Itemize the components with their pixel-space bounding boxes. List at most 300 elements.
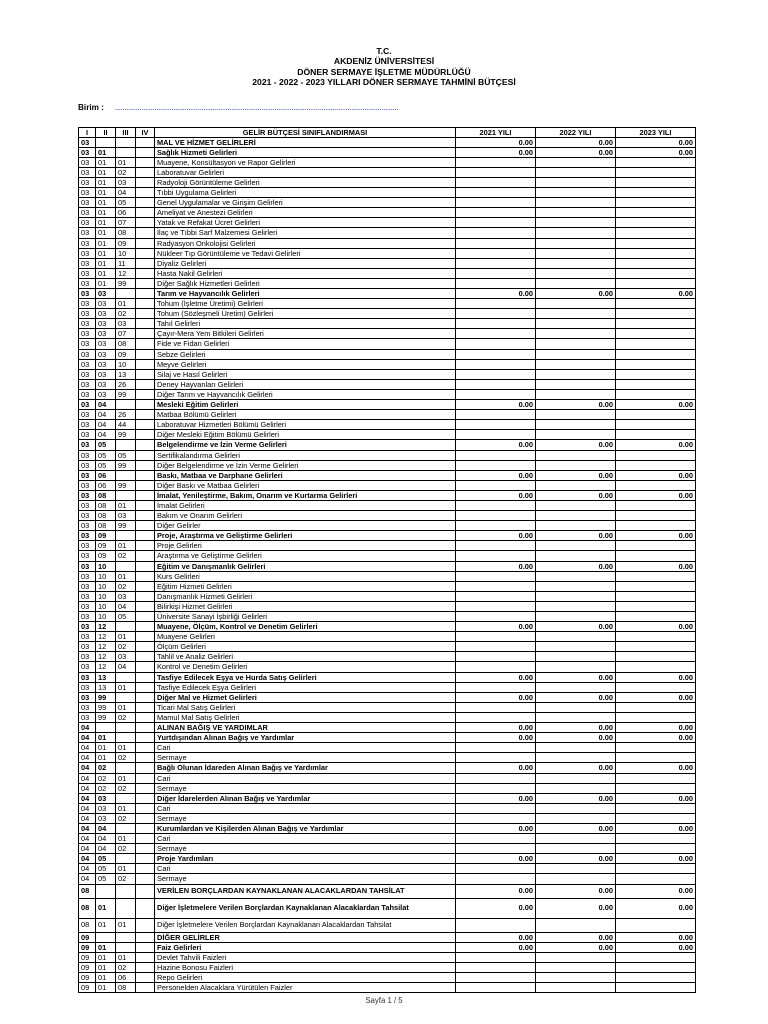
code-iii-cell bbox=[116, 672, 136, 682]
code-ii-cell: 01 bbox=[96, 743, 116, 753]
code-iv-cell bbox=[136, 511, 155, 521]
code-iii-cell: 02 bbox=[116, 813, 136, 823]
classification-cell: Hazine Bonosu Faizleri bbox=[155, 962, 456, 972]
code-ii-cell: 10 bbox=[96, 591, 116, 601]
value-2021-cell bbox=[456, 702, 536, 712]
code-iii-cell: 02 bbox=[116, 753, 136, 763]
value-2023-cell bbox=[616, 864, 696, 874]
code-i-cell: 04 bbox=[79, 864, 96, 874]
code-iii-cell bbox=[116, 793, 136, 803]
value-2022-cell bbox=[536, 309, 616, 319]
value-2021-cell bbox=[456, 329, 536, 339]
value-2023-cell bbox=[616, 299, 696, 309]
code-iii-cell: 06 bbox=[116, 972, 136, 982]
code-i-cell: 03 bbox=[79, 400, 96, 410]
document-header bbox=[0, 46, 768, 87]
code-iii-cell: 06 bbox=[116, 208, 136, 218]
code-iii-cell: 01 bbox=[116, 157, 136, 167]
code-ii-cell: 01 bbox=[96, 983, 116, 993]
code-ii-cell: 99 bbox=[96, 692, 116, 702]
code-ii-cell: 04 bbox=[96, 410, 116, 420]
value-2021-cell bbox=[456, 500, 536, 510]
code-i-cell: 04 bbox=[79, 834, 96, 844]
value-2022-cell bbox=[536, 460, 616, 470]
table-row bbox=[79, 379, 696, 389]
code-iv-cell bbox=[136, 400, 155, 410]
code-iii-cell: 04 bbox=[116, 662, 136, 672]
code-iii-cell: 11 bbox=[116, 258, 136, 268]
code-i-cell: 03 bbox=[79, 601, 96, 611]
code-iv-cell bbox=[136, 147, 155, 157]
code-ii-cell: 03 bbox=[96, 319, 116, 329]
code-ii-cell: 01 bbox=[96, 258, 116, 268]
value-2023-cell bbox=[616, 278, 696, 288]
classification-cell: Kurs Gelirleri bbox=[155, 571, 456, 581]
code-iv-cell bbox=[136, 723, 155, 733]
value-2021-cell bbox=[456, 349, 536, 359]
code-i-cell: 04 bbox=[79, 773, 96, 783]
code-iv-cell bbox=[136, 440, 155, 450]
table-row bbox=[79, 632, 696, 642]
code-i-cell: 03 bbox=[79, 450, 96, 460]
classification-cell: Silaj ve Hasıl Gelirleri bbox=[155, 369, 456, 379]
table-row bbox=[79, 793, 696, 803]
value-2022-cell: 0.00 bbox=[536, 400, 616, 410]
code-iii-cell: 99 bbox=[116, 278, 136, 288]
value-2022-cell: 0.00 bbox=[536, 823, 616, 833]
value-2022-cell: 0.00 bbox=[536, 942, 616, 952]
value-2021-cell bbox=[456, 389, 536, 399]
code-ii-cell: 05 bbox=[96, 854, 116, 864]
code-iv-cell bbox=[136, 823, 155, 833]
classification-cell: Kurumlardan ve Kişilerden Alınan Bağış ve Yardımlar bbox=[155, 823, 456, 833]
code-iv-cell bbox=[136, 763, 155, 773]
value-2021-cell: 0.00 bbox=[456, 823, 536, 833]
code-iii-cell: 10 bbox=[116, 248, 136, 258]
value-2023-cell bbox=[616, 460, 696, 470]
code-iii-cell: 09 bbox=[116, 349, 136, 359]
classification-cell: Bakım ve Onarım Gelirleri bbox=[155, 511, 456, 521]
value-2022-cell bbox=[536, 208, 616, 218]
table-row bbox=[79, 803, 696, 813]
value-2021-cell bbox=[456, 844, 536, 854]
code-i-cell: 04 bbox=[79, 743, 96, 753]
code-i-cell: 03 bbox=[79, 672, 96, 682]
classification-cell: Mesleki Eğitim Gelirleri bbox=[155, 400, 456, 410]
classification-cell: Tohum (Sözleşmeli Üretim) Gelirleri bbox=[155, 309, 456, 319]
code-i-cell: 03 bbox=[79, 268, 96, 278]
code-i-cell: 03 bbox=[79, 410, 96, 420]
classification-cell: Bilirkişi Hizmet Gelirleri bbox=[155, 601, 456, 611]
code-iv-cell bbox=[136, 844, 155, 854]
classification-cell: Cari bbox=[155, 773, 456, 783]
table-row bbox=[79, 692, 696, 702]
table-row bbox=[79, 258, 696, 268]
code-iii-cell bbox=[116, 490, 136, 500]
code-iv-cell bbox=[136, 753, 155, 763]
code-i-cell: 03 bbox=[79, 238, 96, 248]
code-iii-cell: 01 bbox=[116, 500, 136, 510]
code-ii-cell: 12 bbox=[96, 642, 116, 652]
value-2022-cell bbox=[536, 632, 616, 642]
table-row bbox=[79, 723, 696, 733]
code-i-cell: 03 bbox=[79, 299, 96, 309]
code-iv-cell bbox=[136, 551, 155, 561]
classification-cell: Mamul Mal Satış Gelirleri bbox=[155, 712, 456, 722]
table-row bbox=[79, 854, 696, 864]
table-row bbox=[79, 844, 696, 854]
code-iii-cell: 08 bbox=[116, 983, 136, 993]
value-2021-cell bbox=[456, 218, 536, 228]
value-2022-cell: 0.00 bbox=[536, 289, 616, 299]
classification-cell: Faiz Gelirleri bbox=[155, 942, 456, 952]
value-2022-cell bbox=[536, 962, 616, 972]
value-2022-cell bbox=[536, 268, 616, 278]
classification-cell: Sağlık Hizmeti Gelirleri bbox=[155, 147, 456, 157]
value-2022-cell bbox=[536, 157, 616, 167]
classification-cell: Hasta Nakil Gelirleri bbox=[155, 268, 456, 278]
code-iii-cell bbox=[116, 440, 136, 450]
table-row bbox=[79, 733, 696, 743]
code-iv-cell bbox=[136, 470, 155, 480]
value-2021-cell: 0.00 bbox=[456, 289, 536, 299]
table-row bbox=[79, 561, 696, 571]
code-ii-cell: 01 bbox=[96, 198, 116, 208]
col-header-i: I bbox=[79, 127, 96, 137]
value-2023-cell bbox=[616, 450, 696, 460]
table-row bbox=[79, 813, 696, 823]
code-iv-cell bbox=[136, 430, 155, 440]
value-2021-cell bbox=[456, 612, 536, 622]
value-2023-cell: 0.00 bbox=[616, 932, 696, 942]
classification-cell: Radyasyon Onkolojisi Gelirleri bbox=[155, 238, 456, 248]
value-2021-cell bbox=[456, 460, 536, 470]
code-i-cell: 04 bbox=[79, 823, 96, 833]
classification-cell: DİĞER GELİRLER bbox=[155, 932, 456, 942]
value-2023-cell bbox=[616, 702, 696, 712]
code-iii-cell: 01 bbox=[116, 743, 136, 753]
code-iv-cell bbox=[136, 531, 155, 541]
code-i-cell: 04 bbox=[79, 874, 96, 884]
code-iv-cell bbox=[136, 309, 155, 319]
code-i-cell: 03 bbox=[79, 339, 96, 349]
value-2023-cell bbox=[616, 743, 696, 753]
code-iv-cell bbox=[136, 591, 155, 601]
classification-cell: Proje Yardımları bbox=[155, 854, 456, 864]
code-iv-cell bbox=[136, 983, 155, 993]
table-row bbox=[79, 682, 696, 692]
value-2023-cell bbox=[616, 662, 696, 672]
code-iii-cell bbox=[116, 723, 136, 733]
code-iv-cell bbox=[136, 258, 155, 268]
table-row bbox=[79, 228, 696, 238]
value-2023-cell bbox=[616, 329, 696, 339]
classification-cell: Tahıl Gelirleri bbox=[155, 319, 456, 329]
code-ii-cell: 01 bbox=[96, 157, 116, 167]
value-2023-cell: 0.00 bbox=[616, 763, 696, 773]
code-iv-cell bbox=[136, 198, 155, 208]
table-row bbox=[79, 918, 696, 932]
value-2021-cell: 0.00 bbox=[456, 942, 536, 952]
code-iv-cell bbox=[136, 359, 155, 369]
value-2021-cell bbox=[456, 712, 536, 722]
code-ii-cell bbox=[96, 723, 116, 733]
value-2021-cell bbox=[456, 238, 536, 248]
code-i-cell: 03 bbox=[79, 137, 96, 147]
code-iv-cell bbox=[136, 218, 155, 228]
value-2022-cell: 0.00 bbox=[536, 854, 616, 864]
code-ii-cell: 04 bbox=[96, 430, 116, 440]
value-2022-cell: 0.00 bbox=[536, 561, 616, 571]
value-2022-cell bbox=[536, 952, 616, 962]
code-ii-cell: 05 bbox=[96, 874, 116, 884]
code-iv-cell bbox=[136, 319, 155, 329]
value-2023-cell bbox=[616, 228, 696, 238]
code-iv-cell bbox=[136, 238, 155, 248]
value-2022-cell bbox=[536, 702, 616, 712]
value-2021-cell bbox=[456, 983, 536, 993]
value-2022-cell: 0.00 bbox=[536, 137, 616, 147]
classification-cell: Diğer Baskı ve Matbaa Gelirleri bbox=[155, 480, 456, 490]
classification-cell: VERİLEN BORÇLARDAN KAYNAKLANAN ALACAKLARDAN TAHSİLAT bbox=[155, 884, 456, 898]
value-2023-cell: 0.00 bbox=[616, 531, 696, 541]
classification-cell: Bağlı Olunan İdareden Alınan Bağış ve Yardımlar bbox=[155, 763, 456, 773]
table-row bbox=[79, 511, 696, 521]
code-ii-cell: 04 bbox=[96, 400, 116, 410]
code-iv-cell bbox=[136, 571, 155, 581]
value-2022-cell bbox=[536, 874, 616, 884]
value-2021-cell bbox=[456, 430, 536, 440]
code-ii-cell: 01 bbox=[96, 177, 116, 187]
value-2021-cell bbox=[456, 601, 536, 611]
code-iv-cell bbox=[136, 167, 155, 177]
value-2022-cell bbox=[536, 359, 616, 369]
code-iii-cell bbox=[116, 531, 136, 541]
code-iii-cell: 02 bbox=[116, 783, 136, 793]
classification-cell: Tahlil ve Analiz Gelirleri bbox=[155, 652, 456, 662]
value-2021-cell bbox=[456, 268, 536, 278]
col-header-iii: III bbox=[116, 127, 136, 137]
code-ii-cell: 09 bbox=[96, 531, 116, 541]
code-i-cell: 03 bbox=[79, 440, 96, 450]
code-i-cell: 03 bbox=[79, 712, 96, 722]
code-iii-cell: 01 bbox=[116, 803, 136, 813]
birim-field: ....................................................................................................................................................... bbox=[115, 103, 399, 112]
value-2021-cell bbox=[456, 480, 536, 490]
code-iii-cell bbox=[116, 932, 136, 942]
code-i-cell: 03 bbox=[79, 511, 96, 521]
code-iv-cell bbox=[136, 228, 155, 238]
value-2023-cell: 0.00 bbox=[616, 723, 696, 733]
table-row bbox=[79, 712, 696, 722]
classification-cell: Deney Hayvanları Gelirleri bbox=[155, 379, 456, 389]
value-2021-cell bbox=[456, 753, 536, 763]
value-2022-cell bbox=[536, 753, 616, 763]
code-ii-cell: 04 bbox=[96, 834, 116, 844]
classification-cell: Cari bbox=[155, 803, 456, 813]
value-2022-cell bbox=[536, 430, 616, 440]
classification-cell: Sebze Gelirleri bbox=[155, 349, 456, 359]
code-iii-cell: 02 bbox=[116, 642, 136, 652]
code-i-cell: 03 bbox=[79, 591, 96, 601]
code-iv-cell bbox=[136, 541, 155, 551]
value-2023-cell bbox=[616, 420, 696, 430]
classification-cell: Tohum (İşletme Üretimi) Gelirleri bbox=[155, 299, 456, 309]
table-row bbox=[79, 783, 696, 793]
code-iii-cell: 03 bbox=[116, 511, 136, 521]
code-iii-cell: 08 bbox=[116, 339, 136, 349]
classification-cell: Radyoloji Görüntüleme Gelirleri bbox=[155, 177, 456, 187]
value-2023-cell bbox=[616, 339, 696, 349]
table-row bbox=[79, 147, 696, 157]
value-2023-cell bbox=[616, 773, 696, 783]
classification-cell: MAL VE HİZMET GELİRLERİ bbox=[155, 137, 456, 147]
classification-cell: İlaç ve Tıbbi Sarf Malzemesi Gelirleri bbox=[155, 228, 456, 238]
value-2022-cell bbox=[536, 743, 616, 753]
value-2022-cell bbox=[536, 500, 616, 510]
value-2022-cell bbox=[536, 662, 616, 672]
value-2021-cell bbox=[456, 972, 536, 982]
code-i-cell: 03 bbox=[79, 622, 96, 632]
table-row bbox=[79, 662, 696, 672]
code-ii-cell: 01 bbox=[96, 962, 116, 972]
table-row bbox=[79, 198, 696, 208]
code-iv-cell bbox=[136, 490, 155, 500]
value-2021-cell bbox=[456, 258, 536, 268]
code-ii-cell: 10 bbox=[96, 561, 116, 571]
table-row bbox=[79, 268, 696, 278]
value-2023-cell bbox=[616, 379, 696, 389]
table-row bbox=[79, 962, 696, 972]
code-ii-cell: 03 bbox=[96, 813, 116, 823]
code-ii-cell: 13 bbox=[96, 682, 116, 692]
value-2022-cell bbox=[536, 218, 616, 228]
code-i-cell: 09 bbox=[79, 972, 96, 982]
classification-cell: Tıbbi Uygulama Gelirleri bbox=[155, 188, 456, 198]
value-2023-cell: 0.00 bbox=[616, 692, 696, 702]
classification-cell: Kontrol ve Denetim Gelirleri bbox=[155, 662, 456, 672]
code-ii-cell: 10 bbox=[96, 581, 116, 591]
code-iv-cell bbox=[136, 942, 155, 952]
table-row bbox=[79, 218, 696, 228]
code-iv-cell bbox=[136, 339, 155, 349]
code-iv-cell bbox=[136, 289, 155, 299]
table-header-row bbox=[79, 127, 696, 137]
value-2021-cell bbox=[456, 157, 536, 167]
code-iii-cell: 44 bbox=[116, 420, 136, 430]
value-2023-cell: 0.00 bbox=[616, 400, 696, 410]
value-2023-cell bbox=[616, 813, 696, 823]
code-iii-cell: 01 bbox=[116, 834, 136, 844]
value-2022-cell: 0.00 bbox=[536, 763, 616, 773]
value-2023-cell bbox=[616, 359, 696, 369]
value-2021-cell bbox=[456, 339, 536, 349]
value-2021-cell bbox=[456, 521, 536, 531]
value-2023-cell: 0.00 bbox=[616, 470, 696, 480]
code-ii-cell: 03 bbox=[96, 793, 116, 803]
value-2023-cell: 0.00 bbox=[616, 147, 696, 157]
value-2021-cell: 0.00 bbox=[456, 733, 536, 743]
table-row bbox=[79, 541, 696, 551]
classification-cell: Sermaye bbox=[155, 844, 456, 854]
code-iv-cell bbox=[136, 692, 155, 702]
classification-cell: Proje Gelirleri bbox=[155, 541, 456, 551]
value-2022-cell bbox=[536, 803, 616, 813]
value-2021-cell bbox=[456, 359, 536, 369]
code-iv-cell bbox=[136, 932, 155, 942]
code-iv-cell bbox=[136, 500, 155, 510]
classification-cell: Ticari Mal Satış Gelirleri bbox=[155, 702, 456, 712]
value-2023-cell bbox=[616, 218, 696, 228]
code-ii-cell bbox=[96, 137, 116, 147]
code-ii-cell: 03 bbox=[96, 289, 116, 299]
table-row bbox=[79, 702, 696, 712]
code-iv-cell bbox=[136, 793, 155, 803]
code-ii-cell: 13 bbox=[96, 672, 116, 682]
value-2022-cell bbox=[536, 581, 616, 591]
table-row bbox=[79, 952, 696, 962]
classification-cell: Laboratuvar Gelirleri bbox=[155, 167, 456, 177]
code-iv-cell bbox=[136, 874, 155, 884]
code-iv-cell bbox=[136, 733, 155, 743]
classification-cell: Personelden Alacaklara Yürütülen Faizler bbox=[155, 983, 456, 993]
code-i-cell: 03 bbox=[79, 500, 96, 510]
code-ii-cell: 01 bbox=[96, 753, 116, 763]
code-i-cell: 03 bbox=[79, 430, 96, 440]
code-iii-cell: 01 bbox=[116, 299, 136, 309]
code-iv-cell bbox=[136, 410, 155, 420]
code-ii-cell: 03 bbox=[96, 369, 116, 379]
code-iv-cell bbox=[136, 712, 155, 722]
code-ii-cell: 01 bbox=[96, 972, 116, 982]
code-ii-cell: 05 bbox=[96, 460, 116, 470]
value-2023-cell bbox=[616, 188, 696, 198]
code-i-cell: 03 bbox=[79, 278, 96, 288]
code-iv-cell bbox=[136, 952, 155, 962]
table-row bbox=[79, 773, 696, 783]
code-i-cell: 09 bbox=[79, 952, 96, 962]
table-row bbox=[79, 319, 696, 329]
value-2023-cell bbox=[616, 874, 696, 884]
code-iii-cell: 99 bbox=[116, 460, 136, 470]
value-2023-cell bbox=[616, 430, 696, 440]
code-i-cell: 03 bbox=[79, 480, 96, 490]
value-2021-cell: 0.00 bbox=[456, 898, 536, 918]
code-iii-cell: 26 bbox=[116, 379, 136, 389]
code-iii-cell: 02 bbox=[116, 551, 136, 561]
classification-cell: Muayene Gelirleri bbox=[155, 632, 456, 642]
value-2023-cell: 0.00 bbox=[616, 672, 696, 682]
value-2022-cell bbox=[536, 983, 616, 993]
code-iii-cell: 01 bbox=[116, 702, 136, 712]
value-2023-cell bbox=[616, 319, 696, 329]
value-2021-cell bbox=[456, 177, 536, 187]
code-iii-cell bbox=[116, 622, 136, 632]
code-iv-cell bbox=[136, 389, 155, 399]
value-2023-cell bbox=[616, 753, 696, 763]
value-2022-cell bbox=[536, 319, 616, 329]
header-university: AKDENİZ ÜNİVERSİTESİ bbox=[333, 56, 435, 67]
code-ii-cell: 05 bbox=[96, 440, 116, 450]
code-ii-cell: 04 bbox=[96, 844, 116, 854]
code-ii-cell: 99 bbox=[96, 702, 116, 712]
value-2022-cell: 0.00 bbox=[536, 147, 616, 157]
value-2023-cell: 0.00 bbox=[616, 622, 696, 632]
value-2023-cell bbox=[616, 612, 696, 622]
classification-cell: Cari bbox=[155, 834, 456, 844]
code-iv-cell bbox=[136, 813, 155, 823]
classification-cell: Laboratuvar Hizmetleri Bölümü Gelirleri bbox=[155, 420, 456, 430]
